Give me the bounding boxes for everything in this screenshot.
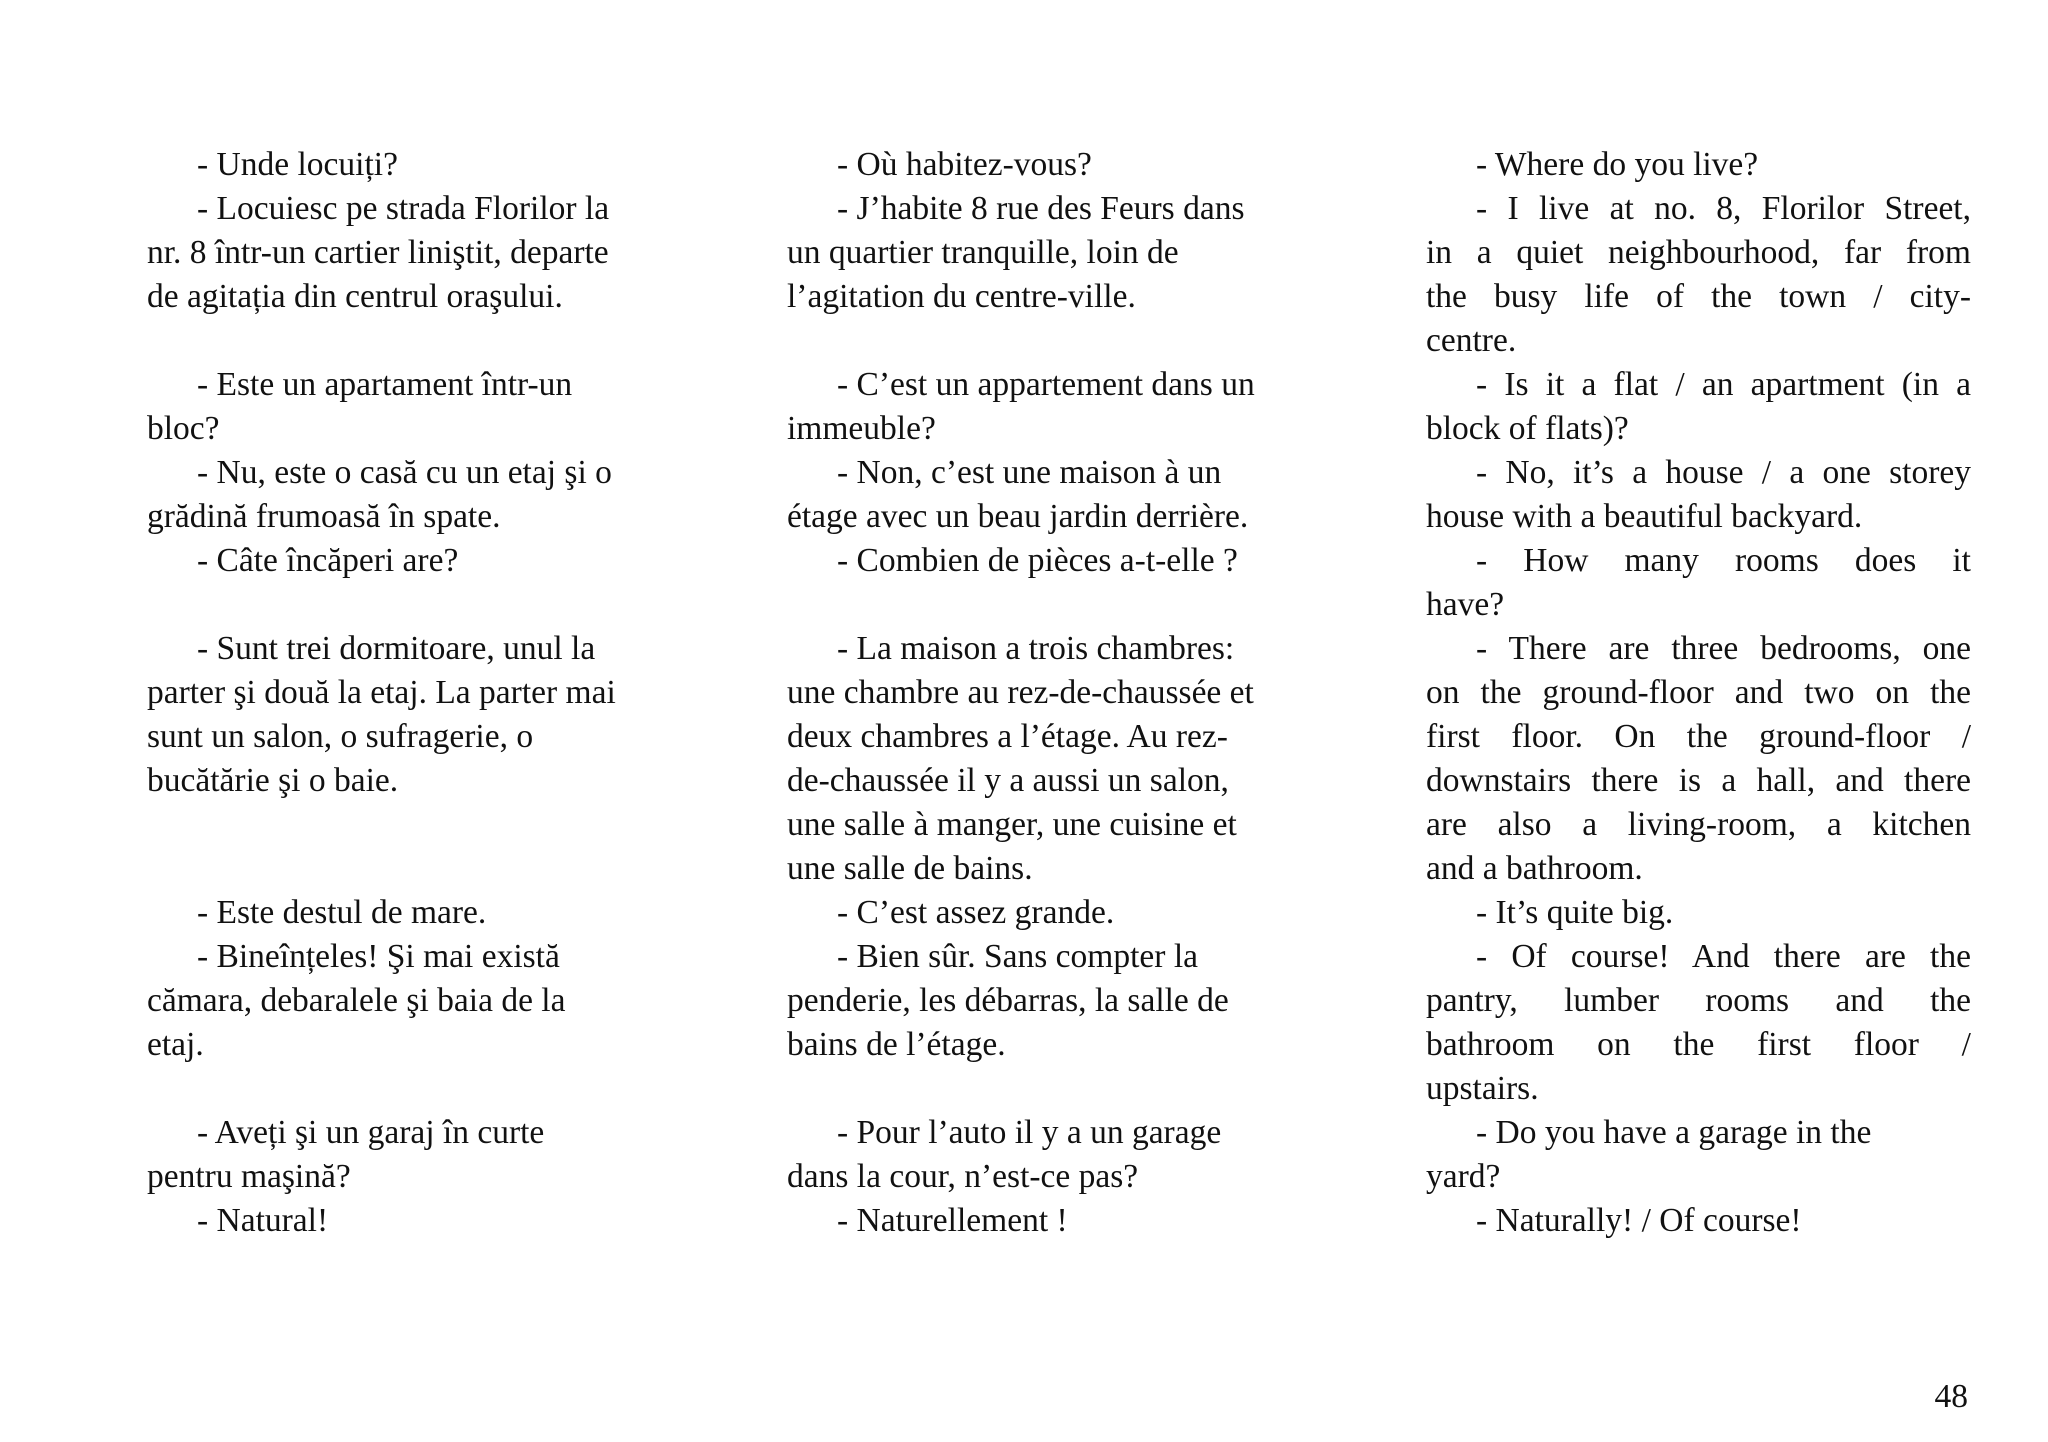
fr-line: immeuble? <box>787 410 936 447</box>
ro-line: nr. 8 într-un cartier liniştit, departe <box>147 234 609 271</box>
paragraph-gap <box>147 1067 692 1111</box>
en-line: - How many rooms does it <box>1476 542 1971 579</box>
en-line: - Where do you live? <box>1476 146 1759 183</box>
en-line: downstairs there is a hall, and there <box>1426 762 1971 799</box>
ro-line: bloc? <box>147 410 220 447</box>
ro-line: grădină frumoasă în spate. <box>147 498 501 535</box>
fr-line: - Naturellement ! <box>837 1202 1068 1239</box>
fr-line: - Non, c’est une maison à un <box>837 454 1222 491</box>
fr-line: une chambre au rez-de-chaussée et <box>787 674 1254 711</box>
fr-line: un quartier tranquille, loin de <box>787 234 1179 271</box>
en-line: the busy life of the town / city- <box>1426 278 1971 315</box>
en-line: - I live at no. 8, Florilor Street, <box>1476 190 1971 227</box>
paragraph-gap <box>147 583 692 627</box>
fr-line: - Bien sûr. Sans compter la <box>837 938 1198 975</box>
en-line: on the ground-floor and two on the <box>1426 674 1971 711</box>
en-line: in a quiet neighbourhood, far from <box>1426 234 1971 271</box>
ro-line: bucătărie şi o baie. <box>147 762 399 799</box>
en-line: centre. <box>1426 322 1517 359</box>
ro-line: - Câte încăperi are? <box>197 542 459 579</box>
fr-line: - La maison a trois chambres: <box>837 630 1235 667</box>
ro-line: - Natural! <box>197 1202 329 1239</box>
ro-line: pentru maşină? <box>147 1158 351 1195</box>
paragraph-gap <box>787 583 1332 627</box>
en-line: - Do you have a garage in the <box>1476 1114 1872 1151</box>
en-line: - Is it a flat / an apartment (in a <box>1476 366 1971 403</box>
en-line: and a bathroom. <box>1426 850 1643 887</box>
paragraph-gap <box>787 1067 1332 1111</box>
en-line: - Naturally! / Of course! <box>1476 1202 1802 1239</box>
french-column <box>787 143 1332 1243</box>
en-line: - There are three bedrooms, one <box>1476 630 1971 667</box>
fr-line: de-chaussée il y a aussi un salon, <box>787 762 1229 799</box>
en-line: first floor. On the ground-floor / <box>1426 718 1971 755</box>
fr-line: l’agitation du centre-ville. <box>787 278 1136 315</box>
en-line: block of flats)? <box>1426 410 1629 447</box>
en-line: are also a living-room, a kitchen <box>1426 806 1971 843</box>
en-line: bathroom on the first floor / <box>1426 1026 1971 1063</box>
ro-line: sunt un salon, o sufragerie, o <box>147 718 534 755</box>
en-line: yard? <box>1426 1158 1501 1195</box>
ro-line: - Locuiesc pe strada Florilor la <box>197 190 610 227</box>
ro-line: - Nu, este o casă cu un etaj şi o <box>197 454 612 491</box>
ro-line: - Aveți şi un garaj în curte <box>197 1114 545 1151</box>
english-column <box>1426 143 1971 1243</box>
ro-line: - Unde locuiți? <box>197 146 398 183</box>
ro-line: cămara, debaralele şi baia de la <box>147 982 566 1019</box>
en-line: have? <box>1426 586 1505 623</box>
romanian-column <box>147 143 692 1243</box>
fr-line: - Pour l’auto il y a un garage <box>837 1114 1222 1151</box>
ro-line: de agitația din centrul oraşului. <box>147 278 563 315</box>
page-number: 48 <box>1934 1378 1968 1415</box>
ro-line: parter şi două la etaj. La parter mai <box>147 674 616 711</box>
paragraph-gap <box>147 319 692 363</box>
ro-line: - Bineînțeles! Şi mai există <box>197 938 560 975</box>
en-line: house with a beautiful backyard. <box>1426 498 1863 535</box>
fr-line: - C’est assez grande. <box>837 894 1115 931</box>
paragraph-gap <box>787 319 1332 363</box>
ro-line: - Sunt trei dormitoare, unul la <box>197 630 596 667</box>
en-line: - Of course! And there are the <box>1476 938 1971 975</box>
ro-line: - Este un apartament într-un <box>197 366 573 403</box>
fr-line: une salle de bains. <box>787 850 1033 887</box>
fr-line: deux chambres a l’étage. Au rez- <box>787 718 1228 755</box>
fr-line: bains de l’étage. <box>787 1026 1006 1063</box>
fr-line: dans la cour, n’est-ce pas? <box>787 1158 1139 1195</box>
en-line: upstairs. <box>1426 1070 1539 1107</box>
fr-line: étage avec un beau jardin derrière. <box>787 498 1249 535</box>
fr-line: - J’habite 8 rue des Feurs dans <box>837 190 1245 227</box>
en-line: - It’s quite big. <box>1476 894 1674 931</box>
ro-line: - Este destul de mare. <box>197 894 487 931</box>
fr-line: - Où habitez-vous? <box>837 146 1092 183</box>
fr-line: - C’est un appartement dans un <box>837 366 1255 403</box>
paragraph-gap <box>147 803 692 891</box>
fr-line: - Combien de pièces a-t-elle ? <box>837 542 1238 579</box>
fr-line: penderie, les débarras, la salle de <box>787 982 1229 1019</box>
fr-line: une salle à manger, une cuisine et <box>787 806 1237 843</box>
en-line: pantry, lumber rooms and the <box>1426 982 1971 1019</box>
en-line: - No, it’s a house / a one storey <box>1476 454 1971 491</box>
ro-line: etaj. <box>147 1026 204 1063</box>
